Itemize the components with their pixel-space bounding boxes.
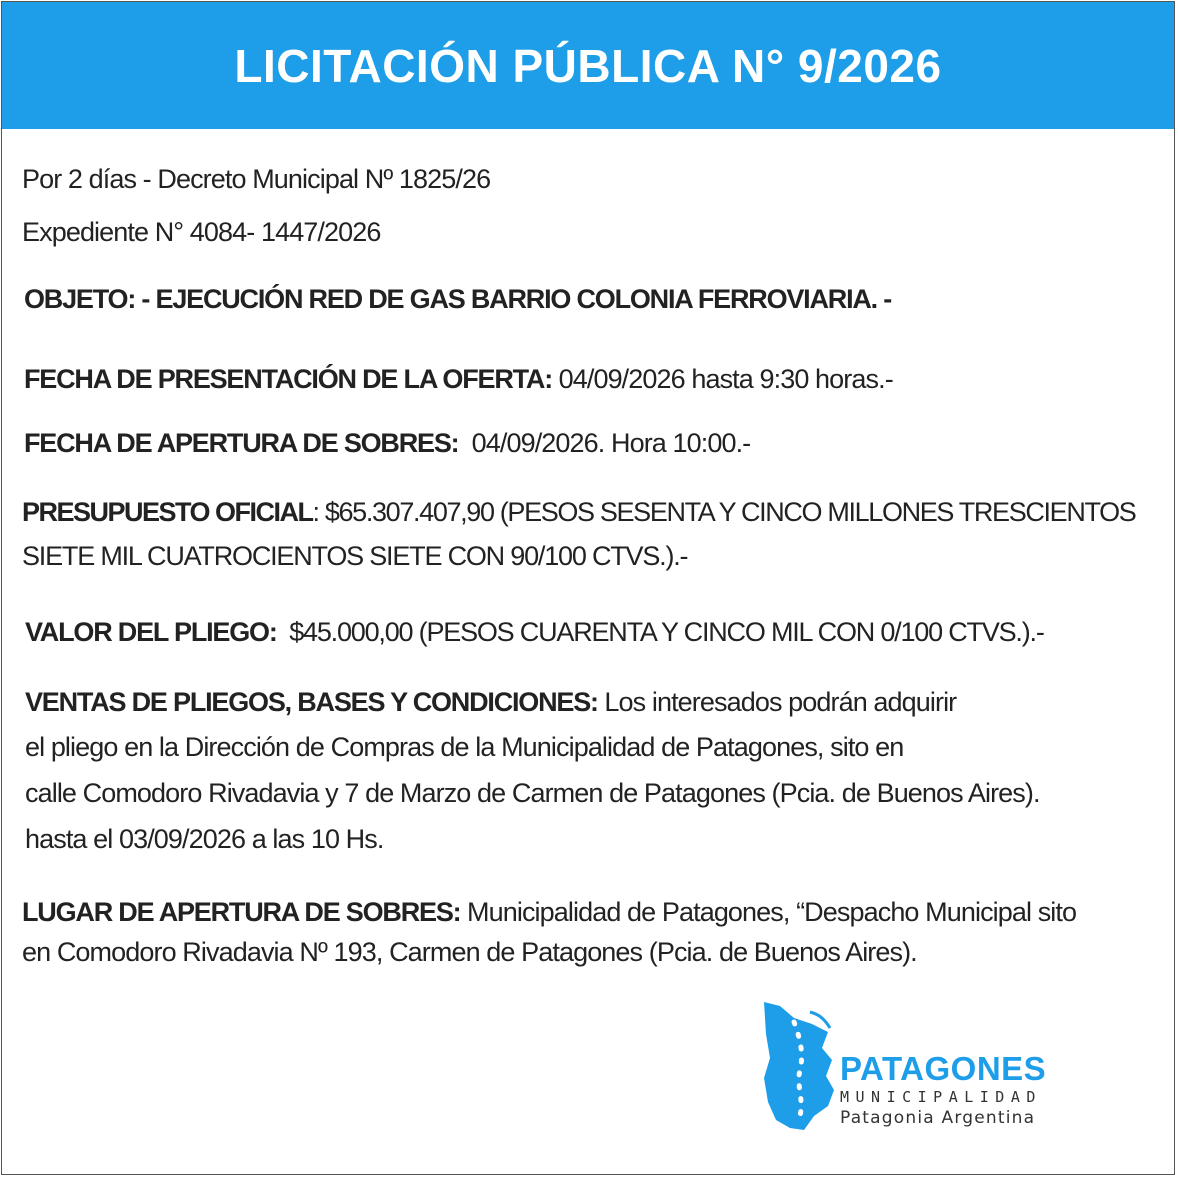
- pliego-value: $45.000,00 (PESOS CUARENTA Y CINCO MIL CON 0/100 CTVS.).-: [276, 617, 1044, 647]
- expediente-line: Expediente N° 4084- 1447/2026: [22, 217, 381, 247]
- presupuesto-value-1: : $65.307.407,90 (PESOS SESENTA Y CINCO MILLONES TRESCIENTOS: [312, 497, 1136, 527]
- lugar-label: LUGAR DE APERTURA DE SOBRES:: [22, 897, 461, 927]
- logo-tagline: Patagonia Argentina: [840, 1108, 1036, 1128]
- pliego-line: [25, 617, 1044, 648]
- apertura-line: [24, 428, 750, 459]
- ventas-label: VENTAS DE PLIEGOS, BASES Y CONDICIONES:: [25, 687, 598, 717]
- lugar-text-1: Municipalidad de Patagones, “Despacho Municipal sito: [460, 897, 1077, 927]
- presentacion-line: [24, 364, 893, 395]
- presentacion-label: FECHA DE PRESENTACIÓN DE LA OFERTA:: [24, 364, 553, 394]
- lugar-line-1: [22, 897, 1076, 928]
- pliego-label: VALOR DEL PLIEGO:: [25, 617, 277, 647]
- ventas-text-1: Los interesados podrán adquirir: [597, 687, 957, 717]
- logo-subtitle: MUNICIPALIDAD: [840, 1088, 1042, 1106]
- notice-title: LICITACIÓN PÚBLICA N° 9/2026: [234, 39, 942, 92]
- ventas-line-1: [25, 687, 956, 718]
- presentacion-value: 04/09/2026 hasta 9:30 horas.-: [552, 364, 893, 394]
- lugar-line-2: en Comodoro Rivadavia Nº 193, Carmen de Patagones (Pcia. de Buenos Aires).: [22, 937, 917, 967]
- objeto-line: OBJETO: - EJECUCIÓN RED DE GAS BARRIO COLONIA FERROVIARIA. -: [24, 284, 892, 314]
- ventas-line-4: hasta el 03/09/2026 a las 10 Hs.: [25, 824, 384, 854]
- presupuesto-label: PRESUPUESTO OFICIAL: [22, 497, 313, 527]
- ventas-line-2: el pliego en la Dirección de Compras de la Municipalidad de Patagones, sito en: [25, 732, 904, 762]
- presupuesto-line-1: [22, 497, 1135, 528]
- decreto-line: Por 2 días - Decreto Municipal Nº 1825/26: [22, 164, 491, 194]
- logo-name: PATAGONES: [840, 1050, 1047, 1087]
- presupuesto-line-2: SIETE MIL CUATROCIENTOS SIETE CON 90/100 CTVS.).-: [22, 541, 688, 571]
- apertura-label: FECHA DE APERTURA DE SOBRES:: [24, 428, 459, 458]
- apertura-value: 04/09/2026. Hora 10:00.-: [458, 428, 751, 458]
- notice-header: [2, 2, 1174, 129]
- ventas-line-3: calle Comodoro Rivadavia y 7 de Marzo de Carmen de Patagones (Pcia. de Buenos Aires).: [25, 778, 1040, 808]
